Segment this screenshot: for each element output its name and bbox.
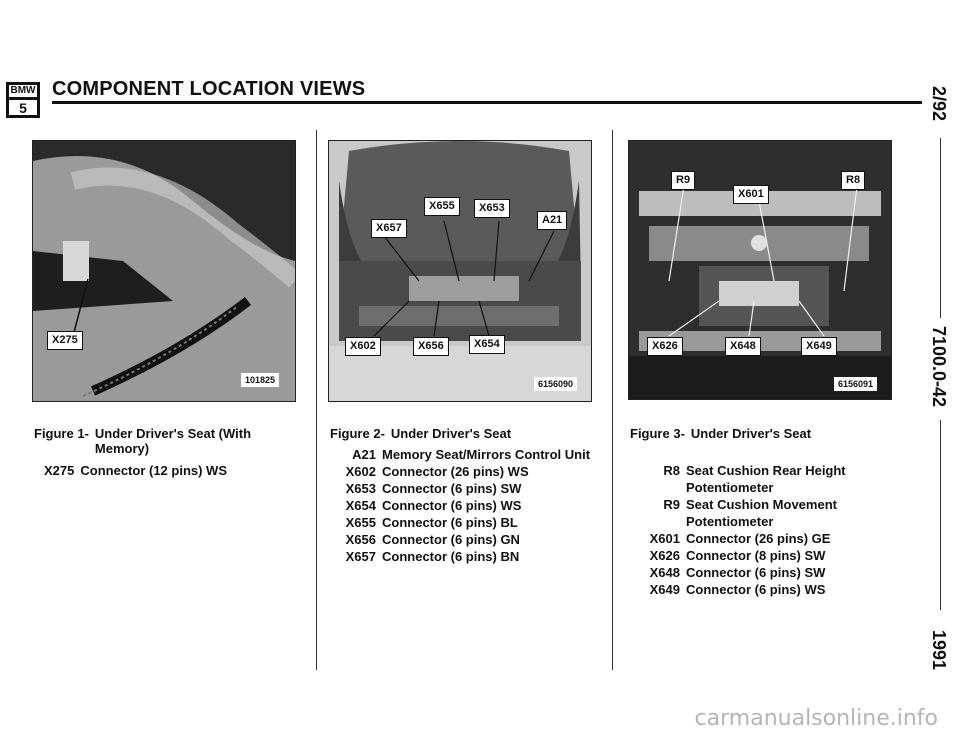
legend-row xyxy=(340,446,590,463)
sidebar-rule-top xyxy=(940,138,941,318)
figure-3-label-x626: X626 xyxy=(647,337,683,356)
figure-2-label-x602: X602 xyxy=(345,337,381,356)
figure-2-caption-number: Figure 2- xyxy=(330,426,385,441)
figure-3-label-x601: X601 xyxy=(733,185,769,204)
legend-row xyxy=(44,462,227,479)
sidebar-year: 1991 xyxy=(929,630,949,671)
legend-desc: Connector (8 pins) SW xyxy=(686,548,826,563)
figure-3-label-r8: R8 xyxy=(841,171,865,190)
sidebar-rule-middle xyxy=(940,420,941,610)
figure-2-label-x656: X656 xyxy=(413,337,449,356)
logo-series: 5 xyxy=(19,100,27,116)
legend-desc: Memory Seat/Mirrors Control Unit xyxy=(382,447,591,462)
legend-desc: Connector (6 pins) BN xyxy=(382,549,520,564)
figure-1-caption-line2: Memory) xyxy=(94,441,150,456)
legend-code: X654 xyxy=(345,498,376,513)
legend-row xyxy=(340,514,590,531)
figure-2-caption-line1: Under Driver's Seat xyxy=(390,426,512,441)
legend-desc: Connector (6 pins) GN xyxy=(382,532,520,547)
legend-row xyxy=(644,513,846,530)
figure-3-label-r9: R9 xyxy=(671,171,695,190)
legend-row xyxy=(644,564,846,581)
legend-desc: Connector (6 pins) WS xyxy=(686,582,826,597)
sidebar-date: 2/92 xyxy=(929,86,949,122)
legend-desc: Connector (26 pins) WS xyxy=(382,464,529,479)
legend-desc: Connector (6 pins) WS xyxy=(382,498,522,513)
legend-desc-cont: Potentiometer xyxy=(686,514,774,529)
column-divider-1 xyxy=(316,130,317,670)
figure-3-caption xyxy=(630,426,811,441)
legend-desc-cont: Potentiometer xyxy=(686,480,774,495)
figure-3-label-x649: X649 xyxy=(801,337,837,356)
figure-2-caption xyxy=(330,426,511,441)
legend-row xyxy=(644,530,846,547)
figure-3-caption-line1: Under Driver's Seat xyxy=(690,426,812,441)
legend-desc: Connector (6 pins) BL xyxy=(382,515,518,530)
page-title: COMPONENT LOCATION VIEWS xyxy=(52,78,366,100)
figure-2-legend xyxy=(340,446,590,565)
watermark: carmanualsonline.info xyxy=(694,706,938,731)
legend-row xyxy=(644,479,846,496)
figure-3-caption-number: Figure 3- xyxy=(630,426,685,441)
legend-desc: Connector (6 pins) SW xyxy=(382,481,522,496)
figure-2-illustration xyxy=(329,141,591,401)
legend-code: X602 xyxy=(345,464,376,479)
legend-row xyxy=(340,548,590,565)
figure-1-caption-line1: Under Driver's Seat (With xyxy=(94,426,252,441)
figure-2-photo xyxy=(328,140,592,402)
legend-desc: Connector (26 pins) GE xyxy=(686,531,831,546)
legend-desc: Connector (12 pins) WS xyxy=(80,463,227,478)
figure-3-photo xyxy=(628,140,892,400)
logo-brand: BMW xyxy=(9,85,37,100)
bmw-5-logo xyxy=(6,82,40,118)
legend-code: X626 xyxy=(649,548,680,563)
legend-code: X657 xyxy=(345,549,376,564)
legend-code: R8 xyxy=(663,463,680,478)
legend-row xyxy=(340,480,590,497)
legend-code: X649 xyxy=(649,582,680,597)
figure-2-label-x657: X657 xyxy=(371,219,407,238)
figure-3-photo-id: 6156091 xyxy=(834,377,877,391)
figure-3-legend xyxy=(644,462,846,598)
legend-row xyxy=(644,547,846,564)
figure-2-label-x655: X655 xyxy=(424,197,460,216)
legend-desc: Connector (6 pins) SW xyxy=(686,565,826,580)
legend-code: X656 xyxy=(345,532,376,547)
figure-1-caption-number: Figure 1- xyxy=(34,426,89,441)
figure-1-photo-id: 101825 xyxy=(241,373,279,387)
legend-desc: Seat Cushion Rear Height xyxy=(686,463,846,478)
sidebar-page-code: 7100.0-42 xyxy=(929,326,949,408)
legend-code: R9 xyxy=(663,497,680,512)
legend-desc: Seat Cushion Movement xyxy=(686,497,837,512)
legend-row xyxy=(644,462,846,479)
legend-code: X648 xyxy=(649,565,680,580)
figure-1-illustration xyxy=(33,141,295,401)
figure-3-label-x648: X648 xyxy=(725,337,761,356)
figure-2-label-x654: X654 xyxy=(469,335,505,354)
figure-2-label-a21: A21 xyxy=(537,211,567,230)
figure-2-label-x653: X653 xyxy=(474,199,510,218)
figure-1-photo xyxy=(32,140,296,402)
legend-code: X653 xyxy=(345,481,376,496)
figure-1-label-x275: X275 xyxy=(47,331,83,350)
legend-row xyxy=(644,581,846,598)
figure-1-caption xyxy=(34,426,251,456)
legend-row xyxy=(644,496,846,513)
title-rule xyxy=(52,101,922,104)
legend-row xyxy=(340,531,590,548)
column-divider-2 xyxy=(612,130,613,670)
legend-code: X275 xyxy=(44,463,75,478)
legend-code: X655 xyxy=(345,515,376,530)
legend-row xyxy=(340,463,590,480)
figure-1-legend xyxy=(44,462,227,479)
legend-row xyxy=(340,497,590,514)
legend-code: A21 xyxy=(352,447,376,462)
figure-2-photo-id: 6156090 xyxy=(534,377,577,391)
legend-code: X601 xyxy=(649,531,680,546)
